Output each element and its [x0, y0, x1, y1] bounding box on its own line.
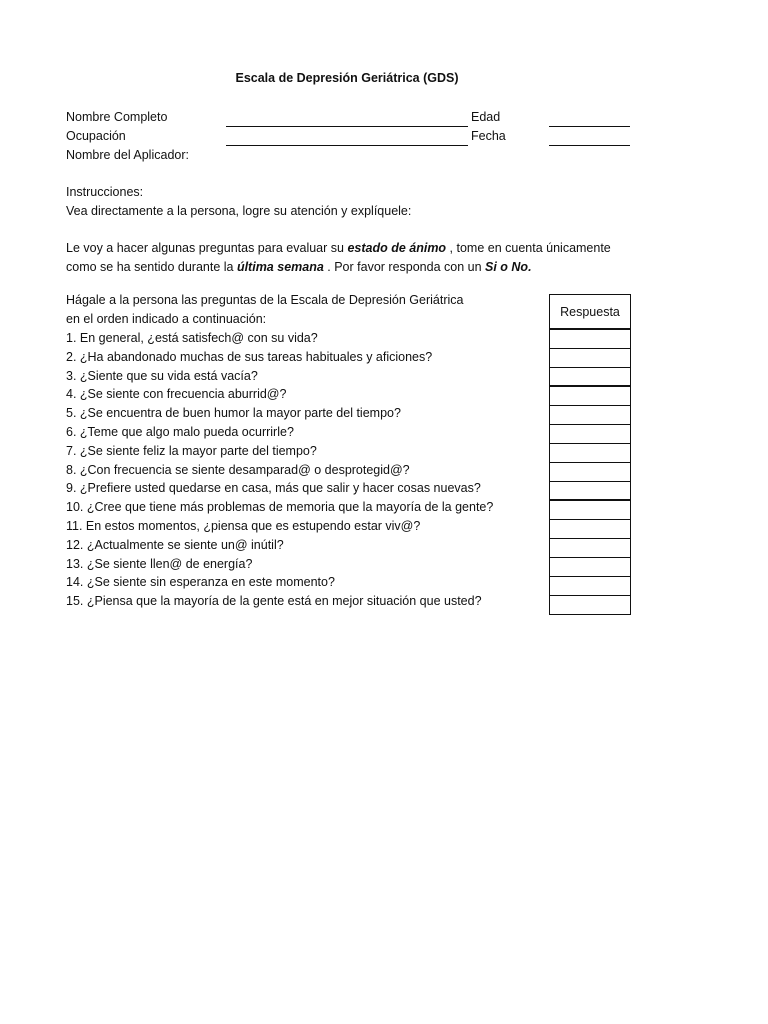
question-item: 6. ¿Teme que algo malo pueda ocurrirle? [66, 425, 294, 439]
response-cell[interactable] [550, 330, 630, 349]
instructions-line: Vea directamente a la persona, logre su atención y explíquele: [66, 204, 412, 218]
instructions-paragraph-3: Hágale a la persona las preguntas de la Escala de Depresión Geriátrica [66, 293, 464, 307]
question-item: 5. ¿Se encuentra de buen humor la mayor parte del tiempo? [66, 406, 401, 421]
nombre-field[interactable] [226, 126, 468, 127]
question-item: 1. En general, ¿está satisfech@ con su vida? [66, 331, 318, 345]
response-cell[interactable] [550, 577, 630, 596]
instructions-paragraph-2 [66, 259, 532, 275]
response-cell[interactable] [550, 558, 630, 577]
instructions-heading: Instrucciones: [66, 185, 144, 199]
instructions-paragraph-4: en el orden indicado a continuación: [66, 312, 267, 326]
question-item: 7. ¿Se siente feliz la mayor parte del tiempo? [66, 443, 317, 458]
response-cells [550, 330, 630, 615]
question-item: 3. ¿Siente que su vida está vacía? [66, 368, 258, 383]
question-item: 2. ¿Ha abandonado muchas de sus tareas habituales y aficiones? [66, 349, 433, 364]
question-item: 4. ¿Se siente con frecuencia aburrid@? [66, 387, 287, 402]
question-item: 10. ¿Cree que tiene más problemas de memoria que la mayoría de la gente? [66, 500, 494, 515]
fecha-label: Fecha [471, 129, 506, 143]
emphasis-si-no: Si o No. [485, 260, 532, 274]
ocupacion-field[interactable] [226, 145, 468, 146]
emphasis-estado-animo: estado de ánimo [347, 241, 447, 255]
page-title: Escala de Depresión Geriátrica (GDS) [235, 71, 459, 85]
response-cell[interactable] [550, 539, 630, 558]
edad-label: Edad [471, 110, 501, 124]
response-cell[interactable] [550, 368, 630, 387]
response-cell[interactable] [550, 425, 630, 444]
text-segment: Le voy a hacer algunas preguntas para evaluar su [66, 241, 348, 255]
response-cell[interactable] [550, 463, 630, 482]
instructions-paragraph-1 [66, 240, 611, 256]
response-cell[interactable] [550, 501, 630, 520]
emphasis-ultima-semana: última semana [236, 260, 324, 274]
response-cell[interactable] [550, 520, 630, 539]
response-table [549, 294, 631, 615]
fecha-field[interactable] [549, 145, 630, 146]
question-item: 14. ¿Se siente sin esperanza en este momento? [66, 575, 335, 590]
question-item: 13. ¿Se siente llen@ de energía? [66, 556, 253, 571]
aplicador-label: Nombre del Aplicador: [66, 148, 189, 162]
text-segment: como se ha sentido durante la [66, 260, 237, 274]
text-segment: , tome en cuenta únicamente [446, 241, 611, 255]
text-segment: . Por favor responda con un [323, 260, 486, 274]
question-item: 9. ¿Prefiere usted quedarse en casa, más que salir y hacer cosas nuevas? [66, 481, 481, 496]
nombre-label: Nombre Completo [66, 110, 168, 124]
response-cell[interactable] [550, 444, 630, 463]
question-item: 12. ¿Actualmente se siente un@ inútil? [66, 537, 284, 552]
response-header: Respuesta [550, 295, 630, 330]
response-cell[interactable] [550, 596, 630, 615]
edad-field[interactable] [549, 126, 630, 127]
response-cell[interactable] [550, 406, 630, 425]
question-item: 11. En estos momentos, ¿piensa que es estupendo estar viv@? [66, 519, 421, 533]
question-item: 15. ¿Piensa que la mayoría de la gente está en mejor situación que usted? [66, 594, 482, 609]
response-cell[interactable] [550, 482, 630, 501]
ocupacion-label: Ocupación [66, 129, 126, 143]
response-cell[interactable] [550, 349, 630, 368]
response-cell[interactable] [550, 387, 630, 406]
question-item: 8. ¿Con frecuencia se siente desamparad@ o desprotegid@? [66, 462, 410, 477]
